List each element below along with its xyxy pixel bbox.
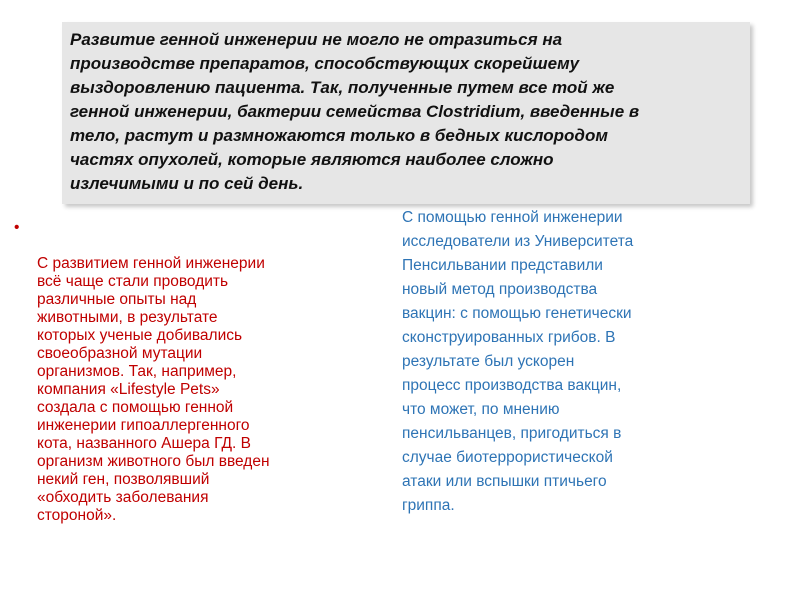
left-bullet-list bbox=[14, 219, 344, 525]
bullet-icon: • bbox=[14, 219, 20, 236]
bullet-item-genetic-experiments bbox=[14, 219, 344, 525]
lead-paragraph-box: Развитие генной инженерии не могло не отразиться на производстве препаратов, способствующих скорейшему выздоровлению пациента. Так, полученные путем все той же генной инженерии, бактерии семейства Clostridium, введенные в тело, растут и размножаются только в бедных кислородом частях опухолей, которые являются наиболее сложно излечимыми и по сей день. bbox=[62, 22, 750, 204]
bullet-item-text: С развитием генной инженерии всё чаще стали проводить различные опыты над животными, в результате которых ученые добивались своеобразной мутации организмов. Так, например, компания «Lifestyle Pets» создала с помощью генной инженерии гипоаллергенного кота, названного Ашера ГД. В организм животного был введен некий ген, позволявший «обходить заболевания стороной». bbox=[37, 255, 270, 524]
right-paragraph: С помощью генной инженерии исследователи из Университета Пенсильвании представили новый метод производства вакцин: с помощью генетически сконструированных грибов. В результате был ускорен процесс производства вакцин, что может, по мнению пенсильванцев, пригодиться в случае биотеррористической атаки или вспышки птичьего гриппа. bbox=[402, 209, 634, 514]
